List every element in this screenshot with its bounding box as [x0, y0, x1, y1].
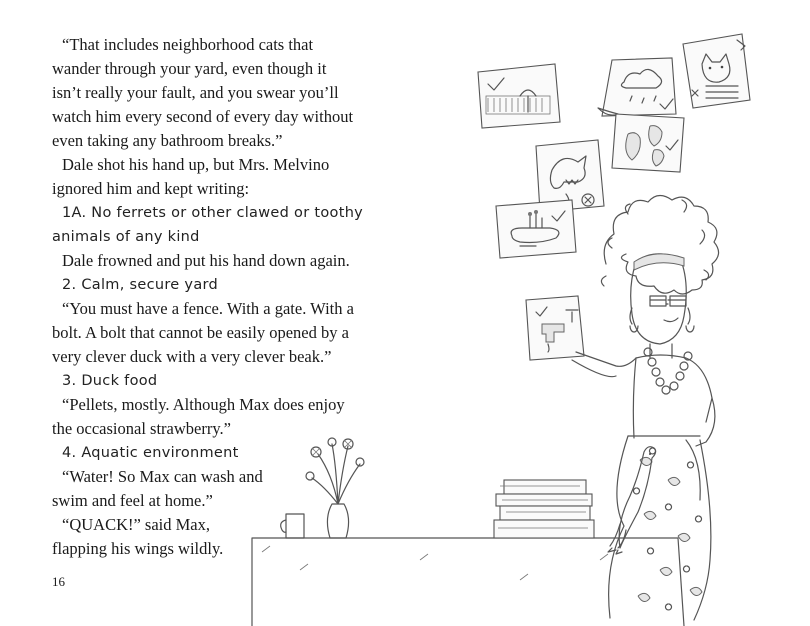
handwritten-list-item: 3. Duck food — [62, 373, 158, 389]
book-stack — [494, 480, 594, 538]
handwritten-list-item: 2. Calm, secure yard — [62, 277, 219, 293]
coffee-cup — [281, 514, 304, 538]
text-line: “Pellets, mostly. Although Max does enjoy — [62, 395, 345, 414]
desk — [252, 538, 684, 626]
text-line: ignored him and kept writing: — [52, 179, 250, 198]
text-line: wander through your yard, even though it — [52, 59, 327, 78]
text-line: “That includes neighborhood cats that — [62, 35, 314, 54]
text-line: Dale shot his hand up, but Mrs. Melvino — [62, 155, 330, 174]
text-line: “QUACK!” said Max, — [62, 515, 211, 534]
yard-sketch-card — [478, 64, 560, 128]
page-number: 16 — [52, 574, 65, 589]
text-line: bolt. A bolt that cannot be easily opened by a — [52, 323, 349, 342]
handwritten-list-item: animals of any kind — [52, 229, 200, 245]
text-line: flapping his wings wildly. — [52, 539, 224, 558]
text-line: Dale frowned and put his hand down again. — [62, 251, 350, 270]
rain-sketch-card — [598, 58, 676, 116]
flower-vase — [306, 438, 364, 538]
handwritten-list-item: 1A. No ferrets or other clawed or toothy — [62, 205, 364, 221]
text-line: “Water! So Max can wash and — [62, 467, 263, 486]
text-line: even taking any bathroom breaks.” — [52, 131, 283, 150]
water-tap-sketch-card — [526, 296, 584, 360]
handwritten-list-item: 4. Aquatic environment — [62, 445, 239, 461]
text-line: swim and feel at home.” — [52, 491, 213, 510]
text-line: very clever duck with a very clever beak.” — [52, 347, 332, 366]
cat-sketch-card — [683, 34, 750, 108]
mrs-melvino-figure — [572, 195, 719, 620]
text-line: watch him every second of every day without — [52, 107, 354, 126]
pond-sketch-card — [496, 200, 576, 258]
strawberry-sketch-card — [612, 114, 684, 172]
text-line: the occasional strawberry.” — [52, 419, 231, 438]
text-line: “You must have a fence. With a gate. With a — [62, 299, 354, 318]
text-line: isn’t really your fault, and you swear you’ll — [52, 83, 339, 102]
